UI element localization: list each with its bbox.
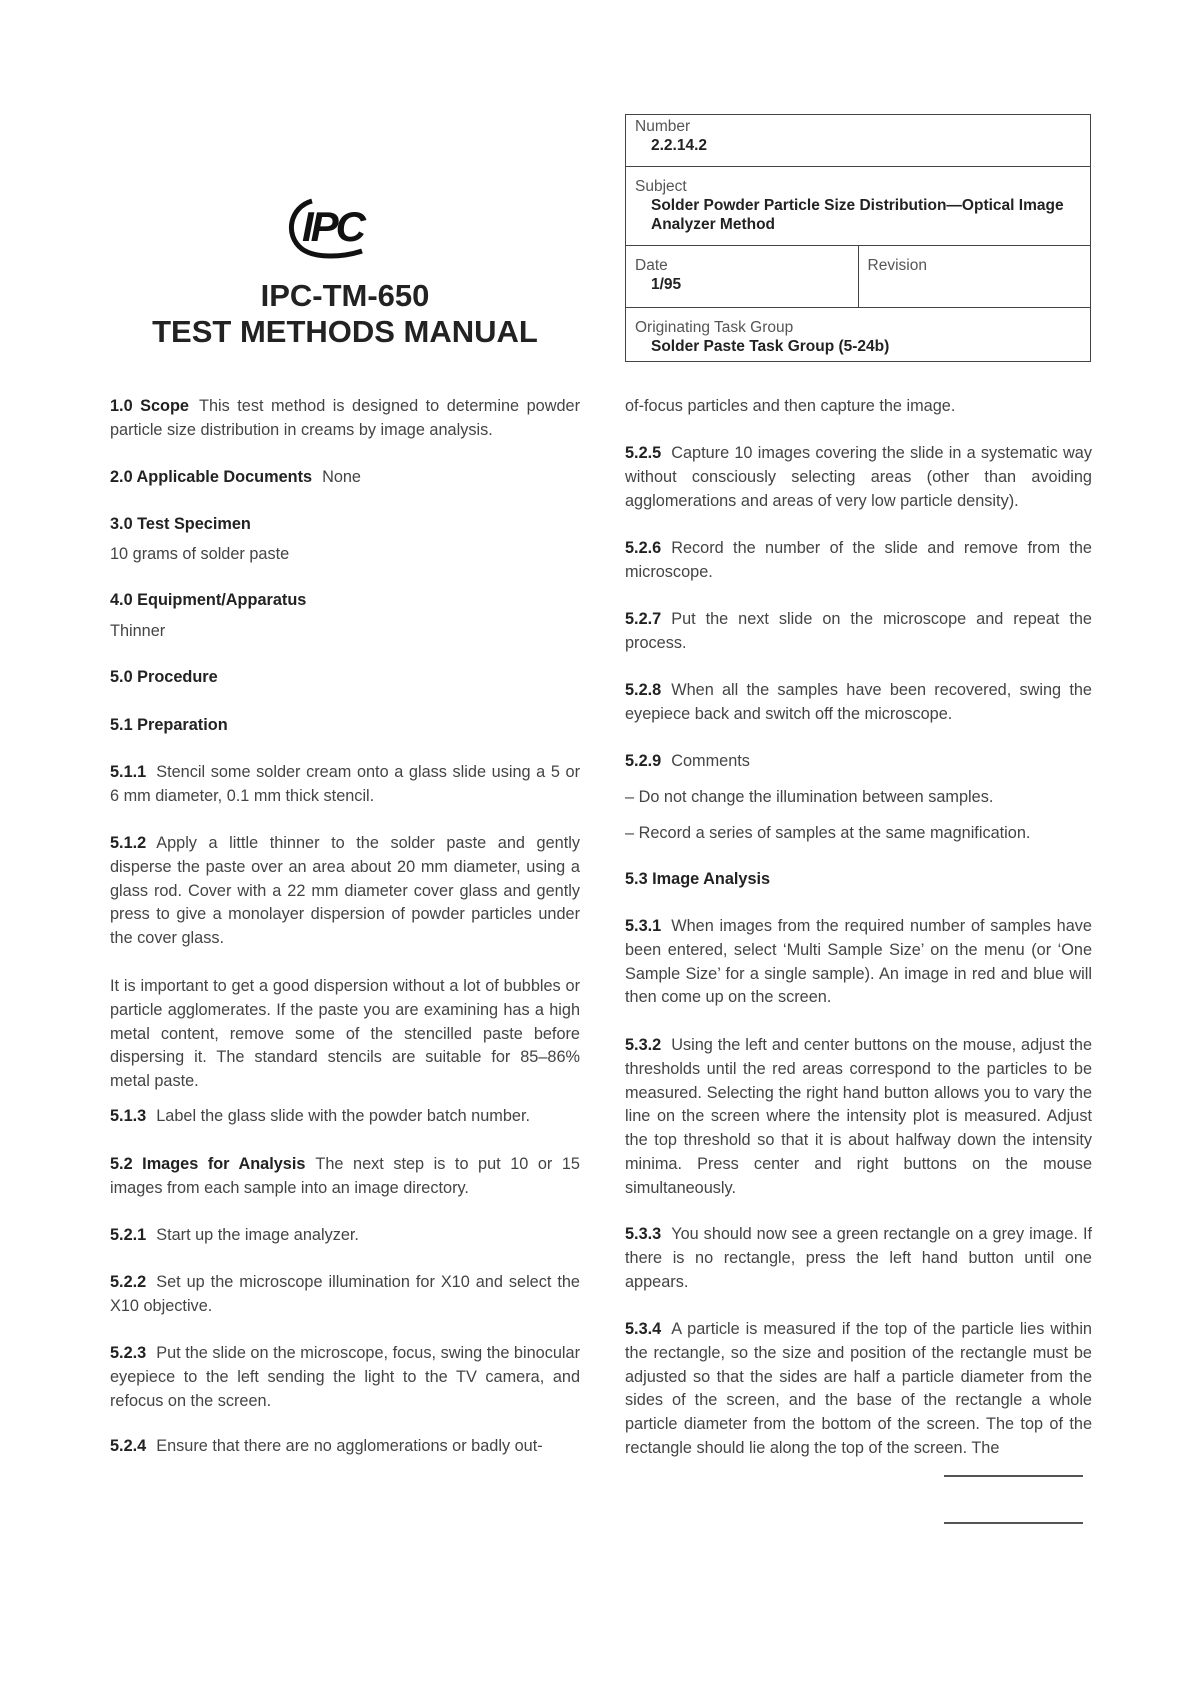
header-table — [625, 114, 1091, 362]
section-5-2-8 — [625, 679, 1092, 727]
heading: 3.0 Test Specimen — [110, 515, 251, 533]
heading: 5.2 Images for Analysis — [110, 1155, 306, 1173]
text: Ensure that there are no agglomerations or badly out- — [156, 1437, 543, 1455]
heading: 5.2.2 — [110, 1273, 147, 1291]
section-image-analysis-heading — [625, 868, 1092, 892]
continued-text: of-focus particles and then capture the image. — [625, 397, 956, 415]
section-5-2-5 — [625, 442, 1092, 513]
comment-item: – Record a series of samples at the same magnification. — [625, 824, 1031, 842]
section-5-2-9 — [625, 750, 1092, 774]
section-equipment-text: Thinner — [110, 622, 166, 640]
section-5-1-1 — [110, 761, 580, 809]
manual-title-line2: TEST METHODS MANUAL — [152, 314, 538, 349]
footer-rule — [944, 1522, 1083, 1524]
footer-rule — [944, 1475, 1083, 1477]
ipc-logo — [282, 195, 394, 259]
section-5-2-4 — [110, 1435, 580, 1459]
section-5-2-3 — [110, 1342, 580, 1413]
text: When images from the required number of samples have been entered, select ‘Multi Sample Size’ on the menu (or ‘One Sample Size’ for a single sample). An image in red and blue will then come up on the screen. — [625, 917, 1092, 1007]
section-5-3-2 — [625, 1034, 1092, 1201]
heading: 5.3 Image Analysis — [625, 870, 771, 888]
heading: 5.2.7 — [625, 610, 662, 628]
number-value: 2.2.14.2 — [651, 137, 708, 154]
subject-label: Subject — [635, 178, 687, 195]
text: Using the left and center buttons on the mouse, adjust the thresholds until the red areas correspond to the particles to be measured. Selecting the right hand button allows you to vary the line on the screen where the intensity plot is measured. Adjust the top threshold so that it is about halfway down the intensity minima. Press center and right buttons on the mouse simultaneously. — [625, 1036, 1092, 1197]
heading: 5.2.3 — [110, 1344, 147, 1362]
heading: 5.3.1 — [625, 917, 662, 935]
date-value: 1/95 — [651, 276, 682, 293]
heading: 1.0 Scope — [110, 397, 189, 415]
section-scope — [110, 395, 580, 443]
section-5-3-1 — [625, 915, 1092, 1010]
section-applicable-documents — [110, 466, 580, 490]
heading: 5.1 Preparation — [110, 716, 228, 734]
section-test-specimen-text: 10 grams of solder paste — [110, 545, 290, 563]
section-equipment-heading — [110, 589, 580, 613]
heading: 4.0 Equipment/Apparatus — [110, 591, 307, 609]
text: You should now see a green rectangle on a grey image. If there is no rectangle, press the left hand button until one appears. — [625, 1225, 1092, 1291]
section-5-3-3 — [625, 1223, 1092, 1294]
text: When all the samples have been recovered, swing the eyepiece back and switch off the microscope. — [625, 681, 1092, 723]
text: Set up the microscope illumination for X10 and select the X10 objective. — [110, 1273, 580, 1315]
heading: 5.2.9 — [625, 752, 662, 770]
heading: 5.2.6 — [625, 539, 662, 557]
svg-text:IPC: IPC — [302, 203, 364, 250]
section-preparation-heading — [110, 714, 580, 738]
heading: 5.1.3 — [110, 1107, 147, 1125]
section-5-2-1 — [110, 1224, 580, 1248]
heading: 5.1.2 — [110, 834, 147, 852]
section-images-for-analysis — [110, 1153, 580, 1201]
paragraph-dispersion-note: It is important to get a good dispersion without a lot of bubbles or particle agglomerates. If the paste you are examining has a high metal content, remove some of the stencilled paste before dispersing it. The standard stencils are suitable for 85–86% metal paste. — [110, 977, 580, 1091]
section-5-3-4 — [625, 1318, 1092, 1461]
text: The next step is to put 10 or 15 images from each sample into an image directory. — [110, 1155, 580, 1197]
text: Put the slide on the microscope, focus, swing the binocular eyepiece to the left sending the light to the TV camera, and refocus on the screen. — [110, 1344, 580, 1410]
section-5-1-2 — [110, 832, 580, 951]
section-5-2-6 — [625, 537, 1092, 585]
heading: 5.2.5 — [625, 444, 662, 462]
section-5-2-7 — [625, 608, 1092, 656]
text: Start up the image analyzer. — [156, 1226, 359, 1244]
text: This test method is designed to determine powder particle size distribution in creams by image analysis. — [110, 397, 580, 439]
text: Put the next slide on the microscope and repeat the process. — [625, 610, 1092, 652]
group-value: Solder Paste Task Group (5-24b) — [651, 338, 890, 355]
text: Record the number of the slide and remove from the microscope. — [625, 539, 1092, 581]
text: Apply a little thinner to the solder paste and gently disperse the paste over an area about 20 mm diameter, using a glass rod. Cover with a 22 mm diameter cover glass and gently press to give a monolayer dispersion of powder particles under the cover glass. — [110, 834, 580, 948]
number-label: Number — [635, 118, 691, 135]
revision-label: Revision — [867, 257, 927, 274]
text: Capture 10 images covering the slide in a systematic way without consciously selecting areas (other than avoiding agglomerations and areas of very low particle density). — [625, 444, 1092, 510]
text: Stencil some solder cream onto a glass slide using a 5 or 6 mm diameter, 0.1 mm thick stencil. — [110, 763, 580, 805]
heading: 5.3.3 — [625, 1225, 662, 1243]
text: None — [322, 468, 361, 486]
heading: 5.3.4 — [625, 1320, 662, 1338]
text: Label the glass slide with the powder batch number. — [156, 1107, 531, 1125]
heading: 5.2.4 — [110, 1437, 147, 1455]
section-procedure-heading — [110, 666, 580, 690]
text: Comments — [671, 752, 750, 770]
subject-value: Solder Powder Particle Size Distribution—Optical Image Analyzer Method — [651, 197, 1064, 233]
date-label: Date — [635, 257, 668, 274]
section-test-specimen-heading — [110, 513, 580, 537]
heading: 5.1.1 — [110, 763, 147, 781]
heading: 2.0 Applicable Documents — [110, 468, 313, 486]
group-label: Originating Task Group — [635, 319, 794, 336]
comment-item: – Do not change the illumination between samples. — [625, 788, 994, 806]
heading: 5.0 Procedure — [110, 668, 218, 686]
manual-title-line1: IPC-TM-650 — [260, 278, 430, 313]
section-5-2-2 — [110, 1271, 580, 1319]
text: A particle is measured if the top of the particle lies within the rectangle, so the size and position of the rectangle must be adjusted so that the sides are half a particle diameter from the sides of the screen, and the base of the rectangle a whole particle diameter from the bottom of the screen. The top of the rectangle should lie along the top of the screen. The — [625, 1320, 1092, 1457]
heading: 5.3.2 — [625, 1036, 662, 1054]
heading: 5.2.8 — [625, 681, 662, 699]
section-5-1-3 — [110, 1105, 580, 1129]
heading: 5.2.1 — [110, 1226, 147, 1244]
